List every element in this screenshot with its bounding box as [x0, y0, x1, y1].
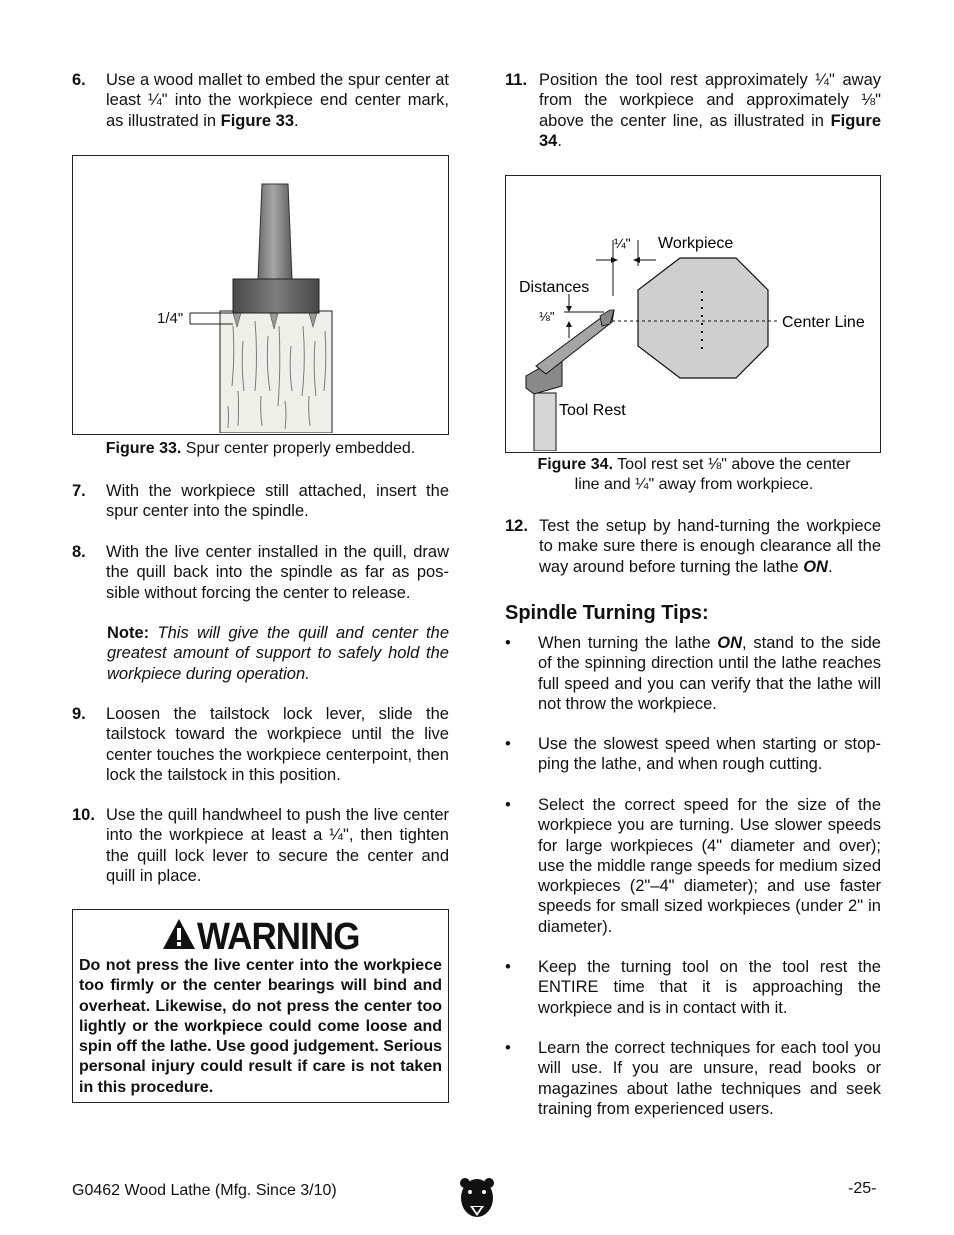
step-text: With the live center installed in the quill, draw the quill back into the spindle as far as possible without forcing the center to release.: [106, 543, 449, 602]
step-number: 6.: [72, 71, 86, 89]
step-number: 11.: [505, 71, 528, 89]
page-number: -25-: [848, 1180, 877, 1197]
note: Note: This will give the quill and center the greatest amount of support to safely hold the workpiece during operation.: [107, 624, 449, 683]
step-text: Loosen the tailstock lock lever, slide the tailstock toward the workpiece until the live center touches the workpiece centerpoint, then lock the tailstock in this position.: [106, 705, 449, 784]
footer-model: G0462 Wood Lathe (Mfg. Since 3/10): [72, 1182, 337, 1199]
tool-rest-label: Tool Rest: [559, 402, 626, 419]
step-text: Use the quill handwheel to push the live center into the workpiece at least a ¼", then tighten the quill lock lever to secure the center and quill in place.: [106, 806, 449, 885]
distances-label: Distances: [519, 279, 590, 296]
warning-triangle-icon: [162, 917, 196, 951]
workpiece-octagon: [638, 258, 768, 378]
step-number: 12.: [505, 517, 528, 535]
step-text: With the workpiece still attached, insert the spur center into the spindle.: [106, 482, 449, 521]
step-text: Use a wood mallet to embed the spur center at least ¼" into the workpiece end center mark, as illustrated in Figure 33.: [106, 71, 449, 130]
step-text: Test the setup by hand-turning the workpiece to make sure there is enough clearance all the way around before turning the lathe ON.: [539, 517, 881, 576]
warning-text: Do not press the live center into the workpiece too firmly or the center bearings will bind and overheat. Likewise, do not press the center too lightly or the workpiece could come loose and spin off the lathe. Use good judgement. Serious personal injury could result if care is not taken in this procedure.: [79, 957, 442, 1096]
step-number: 10.: [72, 806, 95, 824]
step-text: Position the tool rest approximately ¼" away from the workpiece and approximately ⅛" above the center line, as illustrated in Figure 34.: [539, 71, 881, 150]
step-number: 9.: [72, 705, 86, 723]
figure-34-caption: Figure 34. Tool rest set ⅛" above the center line and ¼" away from workpiece.: [537, 456, 851, 494]
figure-34: [505, 175, 881, 453]
tips-heading: Spindle Turning Tips:: [505, 602, 709, 624]
spur-center-illustration: [73, 156, 447, 433]
step-number: 8.: [72, 543, 86, 561]
dimension-label: 1/4": [157, 310, 184, 327]
eighth-inch-label: ⅛": [539, 309, 555, 324]
step-number: 7.: [72, 482, 86, 500]
tool-rest-diagram: [506, 176, 879, 451]
figure-33-caption: Figure 33. Spur center properly embedded.: [105, 440, 416, 457]
figure-33: [72, 155, 449, 435]
workpiece-label: Workpiece: [658, 235, 734, 252]
center-line-label: Center Line: [782, 314, 865, 331]
bear-logo-icon: [458, 1176, 496, 1222]
warning-title: WARNING: [197, 916, 360, 958]
quarter-inch-label: ¼": [614, 235, 631, 251]
